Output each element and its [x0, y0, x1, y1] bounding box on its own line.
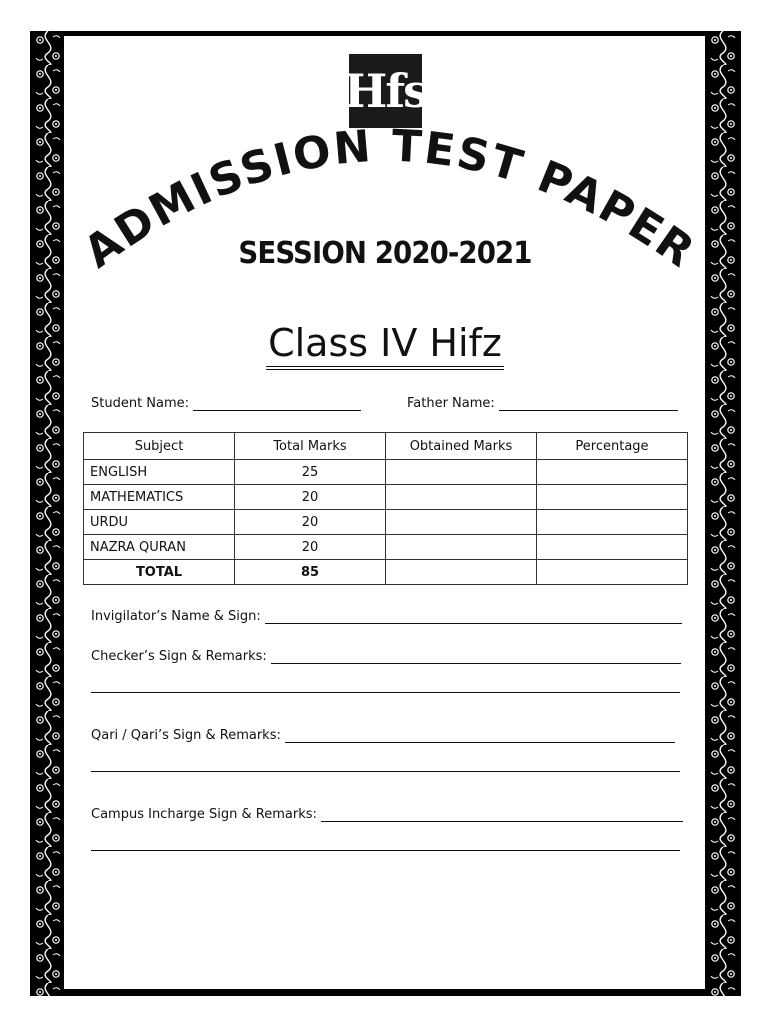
- col-percentage: Percentage: [537, 433, 688, 460]
- checker-line[interactable]: [271, 649, 681, 664]
- table-row: [84, 510, 688, 535]
- invigilator-label: Invigilator’s Name & Sign:: [91, 609, 261, 624]
- col-subject: Subject: [84, 433, 235, 460]
- col-total-marks: Total Marks: [235, 433, 386, 460]
- checker-label: Checker’s Sign & Remarks:: [91, 649, 267, 664]
- checker-remarks-line[interactable]: [91, 692, 680, 693]
- checker-field[interactable]: [91, 649, 681, 664]
- student-name-label: Student Name:: [91, 396, 190, 411]
- table-row: [84, 485, 688, 510]
- campus-remarks-line[interactable]: [91, 850, 680, 851]
- father-name-line[interactable]: [499, 396, 678, 411]
- invigilator-field[interactable]: [91, 609, 682, 624]
- father-name-field[interactable]: [407, 396, 678, 411]
- total-cell: 20: [235, 485, 386, 510]
- total-cell: 20: [235, 535, 386, 560]
- obtained-cell[interactable]: [386, 485, 537, 510]
- qari-line[interactable]: [285, 728, 675, 743]
- total-cell: 20: [235, 510, 386, 535]
- subject-cell: NAZRA QURAN: [84, 535, 235, 560]
- class-title-text: Class IV Hifz: [266, 320, 504, 370]
- total-row: [84, 560, 688, 585]
- qari-field[interactable]: [91, 728, 675, 743]
- student-name-line[interactable]: [193, 396, 361, 411]
- student-name-field[interactable]: [91, 396, 361, 411]
- subject-cell: URDU: [84, 510, 235, 535]
- qari-remarks-line[interactable]: [91, 771, 680, 772]
- invigilator-line[interactable]: [265, 609, 682, 624]
- class-title: [0, 320, 770, 370]
- total-obtained-cell[interactable]: [386, 560, 537, 585]
- campus-incharge-line[interactable]: [321, 807, 683, 822]
- obtained-cell[interactable]: [386, 460, 537, 485]
- obtained-cell[interactable]: [386, 535, 537, 560]
- percentage-cell[interactable]: [537, 510, 688, 535]
- percentage-cell[interactable]: [537, 535, 688, 560]
- obtained-cell[interactable]: [386, 510, 537, 535]
- father-name-label: Father Name:: [407, 396, 495, 411]
- percentage-cell[interactable]: [537, 460, 688, 485]
- school-logo: Hfs: [349, 54, 422, 128]
- total-percentage-cell[interactable]: [537, 560, 688, 585]
- col-obtained-marks: Obtained Marks: [386, 433, 537, 460]
- table-header-row: [84, 433, 688, 460]
- campus-incharge-field[interactable]: [91, 807, 683, 822]
- percentage-cell[interactable]: [537, 485, 688, 510]
- marks-table: [83, 432, 688, 585]
- qari-label: Qari / Qari’s Sign & Remarks:: [91, 728, 281, 743]
- subject-cell: MATHEMATICS: [84, 485, 235, 510]
- subject-cell: ENGLISH: [84, 460, 235, 485]
- total-marks-cell: 85: [235, 560, 386, 585]
- campus-incharge-label: Campus Incharge Sign & Remarks:: [91, 807, 317, 822]
- table-row: [84, 535, 688, 560]
- session-label: SESSION 2020-2021: [238, 236, 532, 271]
- table-row: [84, 460, 688, 485]
- total-label-cell: TOTAL: [84, 560, 235, 585]
- total-cell: 25: [235, 460, 386, 485]
- document-title: ADMISSION TEST PAPER: [74, 120, 705, 279]
